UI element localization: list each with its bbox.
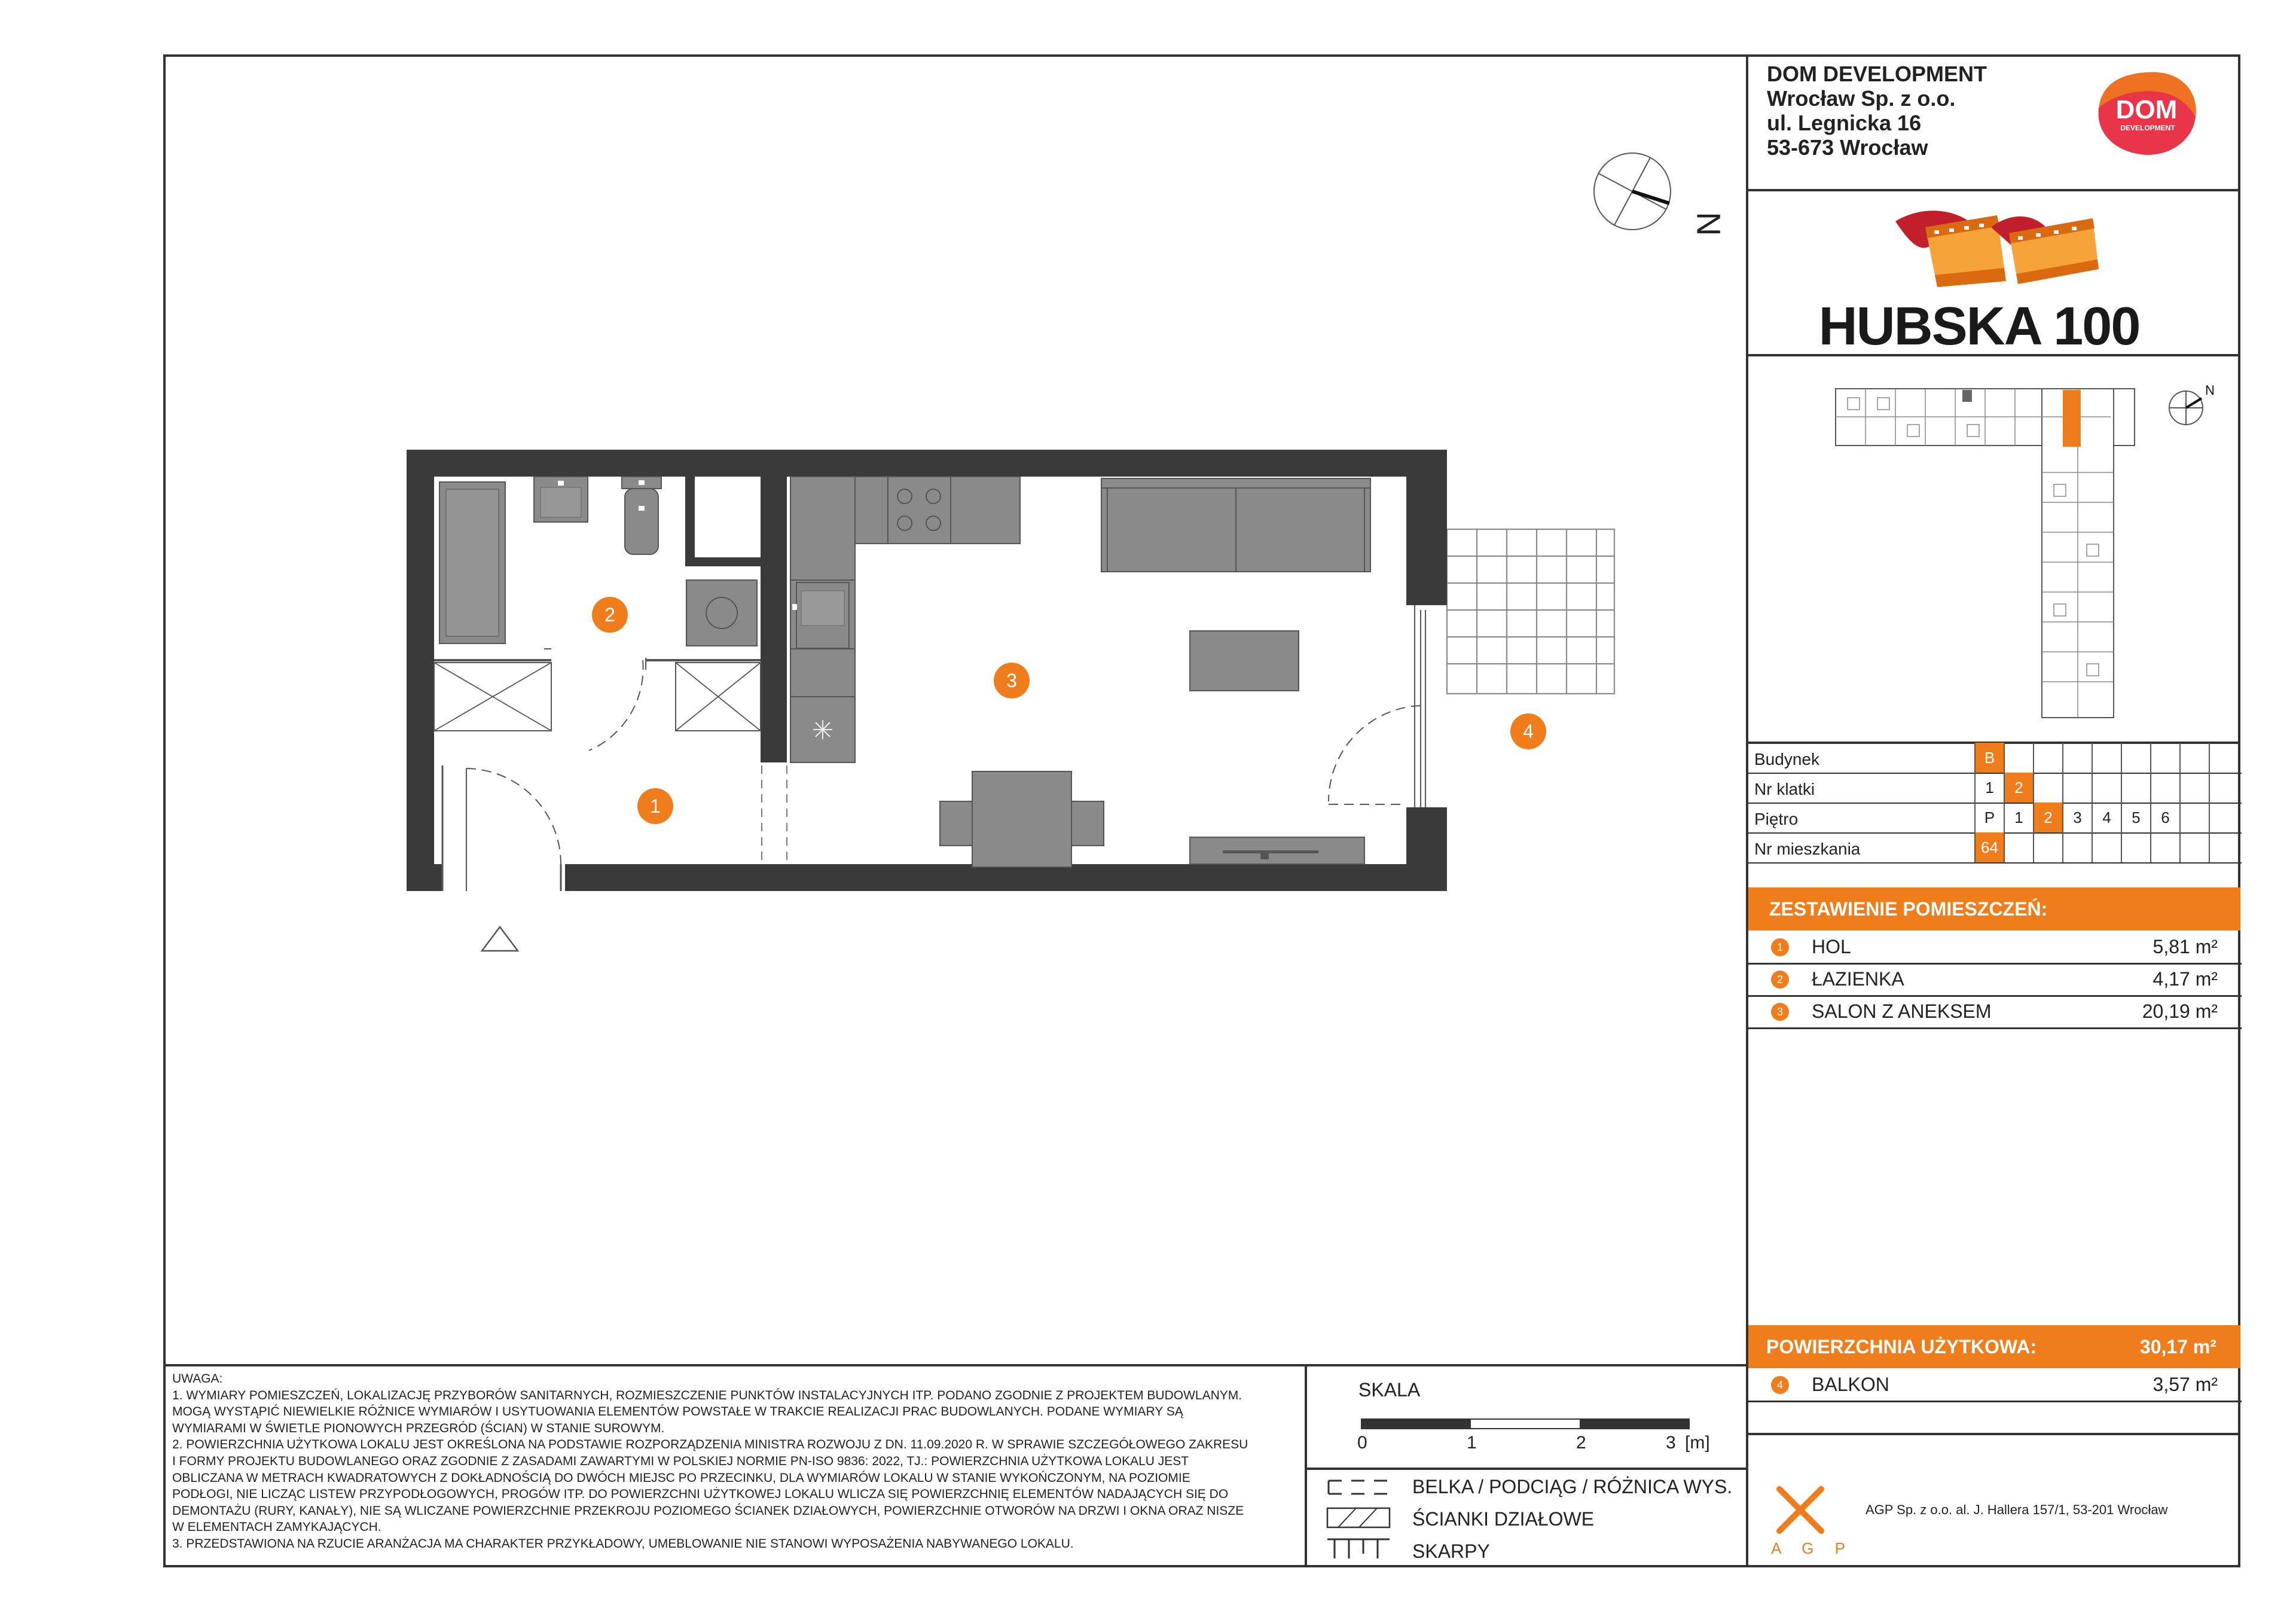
rooms-header (1748, 887, 2240, 931)
room-number-badge: 3 (1771, 1003, 1789, 1021)
room-area: 20,19 m² (2142, 1000, 2218, 1022)
info-cell: 2 (2004, 773, 2033, 803)
logo-dev-text: DEVELOPMENT (2120, 124, 2175, 132)
info-cell (2209, 832, 2238, 862)
info-cell: 64 (1974, 832, 2004, 862)
room-name: HOL (1812, 936, 1851, 957)
info-cell (2179, 773, 2209, 803)
room-number-badge: 4 (1771, 1376, 1789, 1394)
hatched-box-icon (1326, 1506, 1392, 1530)
room-number-badge: 2 (1771, 971, 1789, 989)
info-cell (2209, 743, 2238, 773)
room-area: 4,17 m² (2152, 968, 2218, 990)
info-cell (2209, 803, 2238, 832)
agp-letters: A G P (1771, 1539, 1854, 1557)
info-row-label: Budynek (1754, 750, 1819, 768)
scale-divider (1305, 1364, 1307, 1567)
scale-tick-0: 0 (1357, 1433, 1367, 1453)
info-cell (2062, 832, 2092, 862)
info-cell: 2 (2033, 803, 2062, 832)
room-area: 3,57 m² (2152, 1374, 2218, 1395)
tb-line-5 (1746, 1433, 2240, 1435)
room-row-salon (1748, 995, 2242, 1029)
info-cell (2150, 832, 2179, 862)
info-cell (2179, 803, 2209, 832)
info-cell: B (1974, 743, 2004, 773)
info-cell (2033, 773, 2062, 803)
info-cell: P (1974, 803, 2004, 832)
legend-label: ŚCIANKI DZIAŁOWE (1412, 1508, 1595, 1530)
north-label: N (1690, 212, 1728, 236)
legend-label: BELKA / PODCIĄG / RÓŻNICA WYS. (1412, 1476, 1733, 1497)
logo-dom-text: DOM (2115, 95, 2178, 124)
scale-tick-2: 2 (1576, 1433, 1586, 1453)
total-area-label: POWIERZCHNIA UŻYTKOWA: (1766, 1336, 2037, 1357)
room-row-hol (1748, 931, 2242, 965)
info-cell (2092, 773, 2121, 803)
info-row-label: Nr mieszkania (1754, 840, 1861, 858)
room-badge-2: 2 (592, 597, 628, 633)
dom-development-logo (2093, 69, 2200, 159)
mini-north-label: N (2205, 383, 2215, 398)
notes-heading: UWAGA: (172, 1372, 223, 1386)
legend (1326, 1470, 1745, 1566)
info-cell: 1 (1974, 773, 2004, 803)
dining-table (972, 771, 1071, 867)
film-strip-logo (1889, 197, 2105, 293)
notes-divider (163, 1364, 1748, 1366)
scale-unit: [m] (1685, 1433, 1710, 1453)
company-name: DOM DEVELOPMENT (1767, 62, 1987, 86)
info-cell (2033, 743, 2062, 773)
scale-label: SKALA (1358, 1379, 1421, 1401)
info-cell: 6 (2150, 803, 2179, 832)
mini-compass (2164, 383, 2215, 431)
project-title: HUBSKA 100 (1818, 297, 2140, 356)
room-row-balkon (1748, 1368, 2242, 1402)
info-cell (2121, 773, 2150, 803)
info-cell (2092, 832, 2121, 862)
info-cell (2150, 743, 2179, 773)
info-cell (2209, 773, 2238, 803)
scale-tick-1: 1 (1467, 1433, 1477, 1453)
chair (1071, 801, 1104, 846)
company-address (1767, 62, 1987, 160)
plan-svg (0, 0, 1746, 1017)
info-cell (2121, 832, 2150, 862)
room-number-badge: 1 (1771, 938, 1789, 956)
info-cell (2004, 743, 2033, 773)
info-cell (2092, 743, 2121, 773)
coffee-table (1190, 631, 1299, 691)
scale-tick-3: 3 (1666, 1433, 1676, 1453)
architect-address: AGP Sp. z o.o. al. J. Hallera 157/1, 53-201 Wrocław (1866, 1502, 2168, 1517)
dashed-line-icon (1326, 1477, 1392, 1497)
info-cell (2062, 773, 2092, 803)
info-cell (2062, 743, 2092, 773)
building-key-plan (1830, 377, 2152, 724)
info-cell: 3 (2062, 803, 2092, 832)
room-name: SALON Z ANEKSEM (1812, 1000, 1992, 1022)
rooms-header-text: ZESTAWIENIE POMIESZCZEŃ: (1769, 898, 2048, 920)
total-area-bar (1748, 1325, 2240, 1368)
scale-bar (1361, 1418, 1690, 1429)
info-row-label: Nr klatki (1754, 780, 1815, 798)
info-cell (2121, 743, 2150, 773)
info-cell (2179, 832, 2209, 862)
room-row-lazienka (1748, 963, 2242, 997)
info-cell: 4 (2092, 803, 2121, 832)
company-city: 53-673 Wrocław (1767, 135, 1928, 160)
info-row-label: Piętro (1754, 810, 1799, 828)
room-name: BALKON (1812, 1374, 1889, 1395)
chair (940, 801, 972, 846)
notes-text: 1. WYMIARY POMIESZCZEŃ, LOKALIZACJĘ PRZYBORÓW SANITARNYCH, ROZMIESZCZENIE PUNKTÓW INSTALACYJNYCH ITP. PODANO ZGODNIE Z PROJEKTEM BUDOWLANYM. MOGĄ WYSTĄPIĆ NIEWIELKIE RÓŻNICE WYMIARÓW I USYTUOWANIA ELEMENTÓW POWSTAŁE W TRAKCIE REALIZACJI PRAC BUDOWLANYCH. PODANE WYMIARY SĄ WYMIARAMI W ŚWIETLE PIONOWYCH PRZEGRÓD (ŚCIAN) W STANIE SUROWYM. 2. POWIERZCHNIA UŻYTKOWA LOKALU JEST OKREŚLONA NA PODSTAWIE ROZPORZĄDZENIA MINISTRA ROZWOJU Z DN. 11.09.2020 R. W SPRAWIE SZCZEGÓŁOWEGO ZAKRESU I FORMY PROJEKTU BUDOWLANEGO ORAZ ZGODNIE Z ZASADAMI ZAWARTYMI W POLSKIEJ NORMIE PN-ISO 9836: 2022, TJ.: POWIERZCHNIA UŻYTKOWA LOKALU JEST OBLICZANA W METRACH KWADRATOWYCH Z DOKŁADNOŚCIĄ DO DWÓCH MIEJSC PO PRZECINKU, DLA WYMIARÓW LOKALU W STANIE WYKOŃCZONYM, NA POZIOMIE PODŁOGI, NIE LICZĄC LISTEW PRZYPODŁOGOWYCH, PROGÓW ITP. DO POWIERZCHNI UŻYTKOWEJ LOKALU WLICZA SIĘ POWIERZCHNIĘ ELEMENTÓW NADAJĄCYCH SIĘ DO DEMONTAŻU (RURY, KANAŁY), NIE SĄ WLICZANE POWIERZCHNIE PRZEKROJU POZIOMEGO ŚCIANEK DZIAŁOWYCH, POWIERZCHNIE OTWORÓW NA DRZWI I OKNA ORAZ NISZE W ELEMENTACH ZAMYKAJĄCYCH. 3. PRZEDSTAWIONA NA RZUCIE ARANŻACJA MA CHARAKTER PRZYKŁADOWY, UMEBLOWANIE NIE STANOWI WYPOSAŻENIA NABYWANEGO LOKALU. (172, 1388, 1248, 1551)
room-name: ŁAZIENKA (1812, 968, 1904, 990)
total-area-value: 30,17 m² (2139, 1336, 2216, 1357)
notes (172, 1371, 1296, 1552)
slope-icon (1326, 1537, 1392, 1561)
info-table (1748, 743, 2242, 862)
legend-label: SKARPY (1412, 1540, 1490, 1562)
info-cell (2033, 832, 2062, 862)
info-cell (2004, 832, 2033, 862)
info-cell: 5 (2121, 803, 2150, 832)
tb-line-1 (1746, 189, 2240, 191)
room-badge-4: 4 (1510, 713, 1546, 749)
cooktop (888, 477, 951, 544)
company-line2: Wrocław Sp. z o.o. (1767, 86, 1956, 111)
info-cell (2179, 743, 2209, 773)
info-cell: 1 (2004, 803, 2033, 832)
room-badge-3: 3 (994, 663, 1030, 698)
balcony (1447, 529, 1614, 694)
info-cell (2150, 773, 2179, 803)
room-badge-1: 1 (637, 788, 673, 824)
room-area: 5,81 m² (2152, 936, 2218, 957)
extractor-icon (813, 720, 832, 739)
company-street: ul. Legnicka 16 (1767, 111, 1922, 135)
